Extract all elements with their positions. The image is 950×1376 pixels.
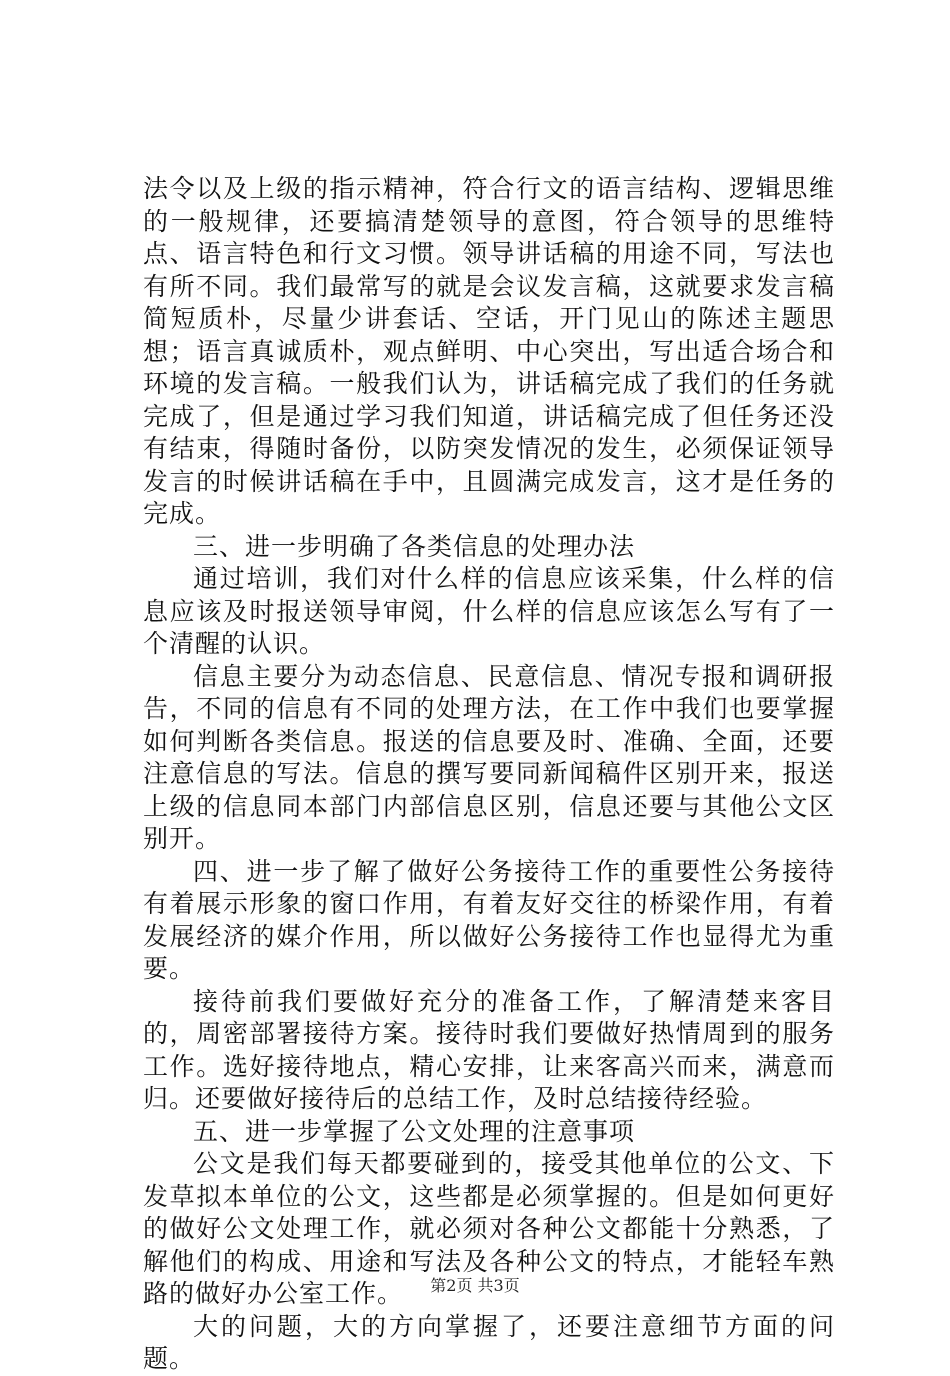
paragraph: 信息主要分为动态信息、民意信息、情况专报和调研报告，不同的信息有不同的处理方法，在工作中我们也要掌握如何判断各类信息。报送的信息要及时、准确、全面，还要注意信息的写法。信息的撰写要同新闻稿件区别开来，报送上级的信息同本部门内部信息区别，信息还要与其他公文区别开。 <box>143 661 835 853</box>
section-heading-four: 四、进一步了解了做好公务接待工作的重要性公务接待有着展示形象的窗口作用，有着友好交往的桥梁作用，有着发展经济的媒介作用，所以做好公务接待工作也显得尤为重要。 <box>143 856 835 983</box>
section-heading-three: 三、进一步明确了各类信息的处理办法 <box>193 531 636 561</box>
paragraph: 公文是我们每天都要碰到的，接受其他单位的公文、下发草拟本单位的公文，这些都是必须掌握的。但是如何更好的做好公文处理工作，就必须对各种公文都能十分熟悉，了解他们的构成、用途和写法及各种公文的特点，才能轻车熟路的做好办公室工作。 <box>143 1149 835 1308</box>
paragraph: 通过培训，我们对什么样的信息应该采集，什么样的信息应该及时报送领导审阅，什么样的信息应该怎么写有了一个清醒的认识。 <box>143 564 835 658</box>
paragraph: 接待前我们要做好充分的准备工作，了解清楚来客目的，周密部署接待方案。接待时我们要做好热情周到的服务工作。选好接待地点，精心安排，让来客高兴而来，满意而归。还要做好接待后的总结工作，及时总结接待经验。 <box>143 986 835 1113</box>
page-number-footer: 第2页 共3页 <box>430 1276 520 1295</box>
paragraph-continued: 法令以及上级的指示精神，符合行文的语言结构、逻辑思维的一般规律，还要搞清楚领导的意图，符合领导的思维特点、语言特色和行文习惯。领导讲话稿的用途不同，写法也有所不同。我们最常写的就是会议发言稿，这就要求发言稿简短质朴，尽量少讲套话、空话，开门见山的陈述主题思想；语言真诚质朴，观点鲜明、中心突出，写出适合场合和环境的发言稿。一般我们认为，讲话稿完成了我们的任务就完成了，但是通过学习我们知道，讲话稿完成了但任务还没有结束，得随时备份，以防突发情况的发生，必须保证领导发言的时候讲话稿在手中，且圆满完成发言，这才是任务的完成。 <box>143 174 835 528</box>
document-body <box>143 173 835 1376</box>
section-heading-five: 五、进一步掌握了公文处理的注意事项 <box>193 1116 636 1146</box>
paragraph: 大的问题，大的方向掌握了，还要注意细节方面的问题。 <box>143 1311 835 1373</box>
